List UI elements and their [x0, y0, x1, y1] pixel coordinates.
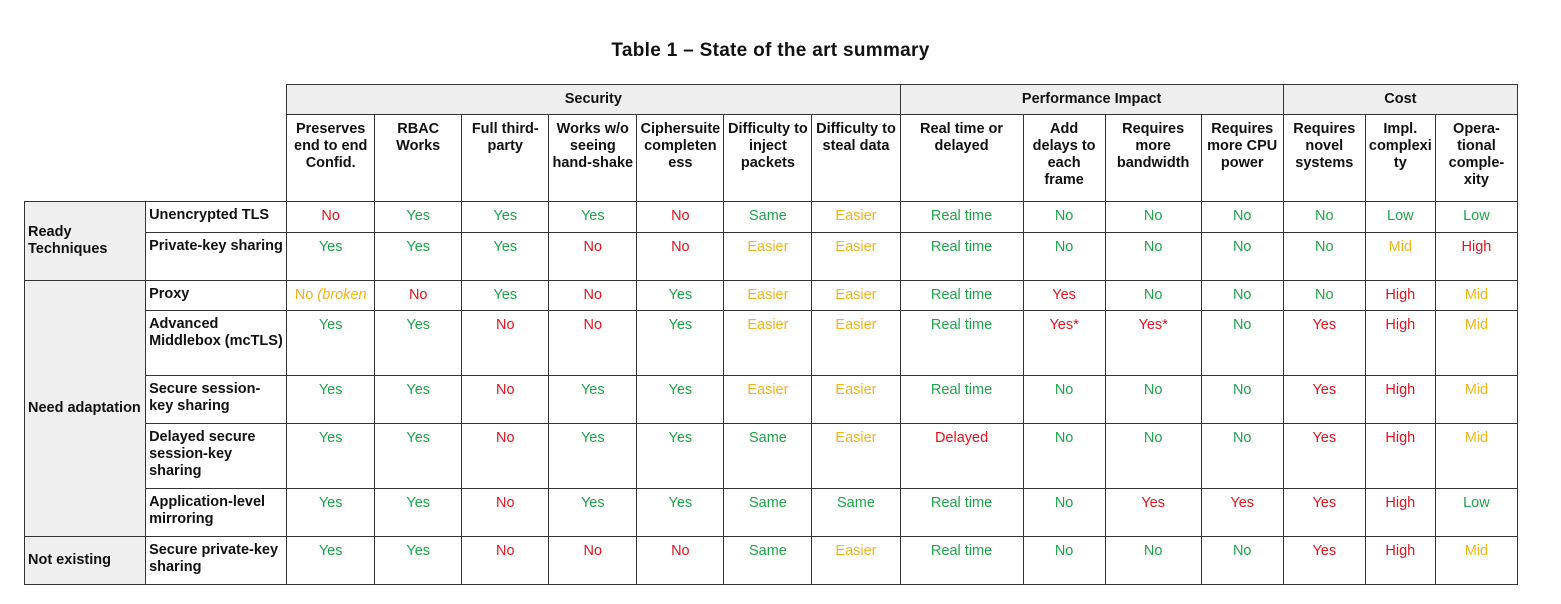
cell-value: Yes: [375, 311, 462, 376]
row-category: Not existing: [25, 537, 146, 585]
summary-table: [24, 84, 1518, 585]
cell-value: Mid: [1435, 311, 1517, 376]
col-header: Impl. complexity: [1365, 115, 1435, 202]
cell-value: Real time: [900, 202, 1023, 233]
cell-value: Real time: [900, 233, 1023, 281]
cell-value: No: [1201, 424, 1283, 489]
proxy-confid-value: No: [294, 287, 318, 303]
cell-value: Easier: [724, 311, 812, 376]
cell-value: Yes: [637, 311, 724, 376]
cell-value: Easier: [724, 281, 812, 311]
cell-value: Yes: [549, 489, 637, 537]
cell-value: No: [1105, 376, 1201, 424]
cell-value: High: [1365, 489, 1435, 537]
cell-value: High: [1365, 537, 1435, 585]
table-row: [25, 489, 1518, 537]
col-header: Ciphersuite completeness: [637, 115, 724, 202]
cell-value: Low: [1435, 202, 1517, 233]
cell-value: Yes: [375, 537, 462, 585]
cell-value: Real time: [900, 376, 1023, 424]
col-header: Requires novel systems: [1283, 115, 1365, 202]
cell-value: No: [1023, 424, 1105, 489]
cell-value: No: [1283, 202, 1365, 233]
technique-label: Unencrypted TLS: [146, 202, 287, 233]
cell-value: Real time: [900, 311, 1023, 376]
table-title: Table 1 – State of the art summary: [611, 40, 930, 61]
cell-value: Delayed: [900, 424, 1023, 489]
cell-value: Yes: [375, 202, 462, 233]
cell-value: Yes: [1201, 489, 1283, 537]
cell-value: Low: [1435, 489, 1517, 537]
cell-value: No: [1023, 233, 1105, 281]
cell-value: Easier: [724, 233, 812, 281]
cell-value: High: [1365, 376, 1435, 424]
cell-value: Easier: [812, 537, 900, 585]
cell-value: Yes: [1283, 424, 1365, 489]
cell-value: Mid: [1435, 537, 1517, 585]
col-header: RBAC Works: [375, 115, 462, 202]
cell-value: Mid: [1435, 376, 1517, 424]
cell-value: Yes: [549, 376, 637, 424]
col-header: Difficulty to inject packets: [724, 115, 812, 202]
col-header: Difficulty to steal data: [812, 115, 900, 202]
cell-value: Yes: [637, 489, 724, 537]
cell-value: Easier: [812, 281, 900, 311]
cell-value: No: [1105, 424, 1201, 489]
cell-value: No: [287, 202, 375, 233]
col-header: Add delays to each frame: [1023, 115, 1105, 202]
proxy-confid-note: (broken: [317, 287, 367, 303]
table-row: [25, 424, 1518, 489]
cell-value: Yes: [462, 233, 549, 281]
cell-value: Yes: [1283, 376, 1365, 424]
cell-value: Yes: [1105, 489, 1201, 537]
cell-value: Yes: [375, 376, 462, 424]
cell-value: No: [462, 537, 549, 585]
cell-value: No: [1201, 202, 1283, 233]
table-row: [25, 202, 1518, 233]
cell-value: Yes: [637, 376, 724, 424]
cell-value: No: [1283, 281, 1365, 311]
table-row: [25, 311, 1518, 376]
cell-value: No: [637, 537, 724, 585]
cell-value: Yes*: [1023, 311, 1105, 376]
col-header: Requires more bandwidth: [1105, 115, 1201, 202]
cell-value: Yes: [375, 424, 462, 489]
cell-value: No: [549, 233, 637, 281]
cell-value: No: [1201, 376, 1283, 424]
cell-value: Same: [724, 202, 812, 233]
cell-value: Yes: [287, 537, 375, 585]
cell-value: Yes: [1023, 281, 1105, 311]
table-row: [25, 537, 1518, 585]
cell-value: Yes: [637, 281, 724, 311]
group-performance: Performance Impact: [900, 85, 1283, 115]
cell-value: No: [549, 281, 637, 311]
cell-value: Easier: [724, 376, 812, 424]
cell-value: Same: [812, 489, 900, 537]
cell-value: Same: [724, 424, 812, 489]
technique-label: Advanced Middlebox (mcTLS): [146, 311, 287, 376]
cell-value: No: [462, 311, 549, 376]
technique-label: Proxy: [146, 281, 287, 311]
cell-value: Yes: [1283, 537, 1365, 585]
cell-value: Same: [724, 537, 812, 585]
group-security: Security: [287, 85, 900, 115]
cell-value: Yes: [287, 311, 375, 376]
cell-value: Low: [1365, 202, 1435, 233]
cell-value: No: [1105, 233, 1201, 281]
cell-value: No: [1105, 537, 1201, 585]
cell-value: Yes: [1283, 489, 1365, 537]
table-row: [25, 233, 1518, 281]
cell-value: Yes: [287, 376, 375, 424]
cell-value: No: [1201, 311, 1283, 376]
cell-value: No: [1105, 202, 1201, 233]
cell-value: Mid: [1435, 424, 1517, 489]
cell-value: Yes: [287, 424, 375, 489]
cell-value: Yes: [549, 424, 637, 489]
cell-value: Real time: [900, 537, 1023, 585]
cell-value: No: [462, 424, 549, 489]
cell-value: Easier: [812, 233, 900, 281]
cell-value: No: [637, 233, 724, 281]
cell-value: Yes: [462, 281, 549, 311]
cell-value: High: [1365, 424, 1435, 489]
cell-value: No: [1201, 281, 1283, 311]
cell-value: No: [375, 281, 462, 311]
cell-value: Easier: [812, 311, 900, 376]
col-header: Works w/o seeing hand-shake: [549, 115, 637, 202]
cell-value: No: [1023, 202, 1105, 233]
technique-label: Application-level mirroring: [146, 489, 287, 537]
cell-value: Same: [724, 489, 812, 537]
table-row: [25, 376, 1518, 424]
cell-value: Yes: [1283, 311, 1365, 376]
cell-value: Mid: [1435, 281, 1517, 311]
col-header: Requires more CPU power: [1201, 115, 1283, 202]
technique-label: Secure private-key sharing: [146, 537, 287, 585]
cell-value: High: [1365, 281, 1435, 311]
cell-value: Yes: [375, 233, 462, 281]
cell-value: Easier: [812, 424, 900, 489]
group-cost: Cost: [1283, 85, 1517, 115]
cell-value: Real time: [900, 489, 1023, 537]
cell-value: Yes: [637, 424, 724, 489]
col-header: Real time or delayed: [900, 115, 1023, 202]
table-row: [25, 281, 1518, 311]
cell-value: No: [1023, 376, 1105, 424]
cell-value: Mid: [1365, 233, 1435, 281]
cell-value: Yes: [375, 489, 462, 537]
col-header: Full third-party: [462, 115, 549, 202]
cell-value: Easier: [812, 376, 900, 424]
cell-value: Yes*: [1105, 311, 1201, 376]
cell-value: No: [549, 311, 637, 376]
cell-value: Yes: [287, 233, 375, 281]
cell-value: Easier: [812, 202, 900, 233]
technique-label: Private-key sharing: [146, 233, 287, 281]
cell-value: No: [1023, 537, 1105, 585]
cell-value: No: [462, 489, 549, 537]
cell-value: High: [1435, 233, 1517, 281]
cell-value: No: [637, 202, 724, 233]
cell-value: No: [1201, 537, 1283, 585]
cell-value: No: [1283, 233, 1365, 281]
cell-value: No: [549, 537, 637, 585]
col-header: Preserves end to end Confid.: [287, 115, 375, 202]
cell-value: [287, 281, 375, 311]
cell-value: No: [1105, 281, 1201, 311]
cell-value: Yes: [549, 202, 637, 233]
technique-label: Secure session-key sharing: [146, 376, 287, 424]
cell-value: No: [1023, 489, 1105, 537]
col-header: Opera-tional comple-xity: [1435, 115, 1517, 202]
cell-value: Yes: [462, 202, 549, 233]
technique-label: Delayed secure session-key sharing: [146, 424, 287, 489]
cell-value: Yes: [287, 489, 375, 537]
cell-value: No: [1201, 233, 1283, 281]
cell-value: High: [1365, 311, 1435, 376]
cell-value: No: [462, 376, 549, 424]
row-category: Ready Techniques: [25, 202, 146, 281]
cell-value: Real time: [900, 281, 1023, 311]
row-category: Need adaptation: [25, 281, 146, 537]
